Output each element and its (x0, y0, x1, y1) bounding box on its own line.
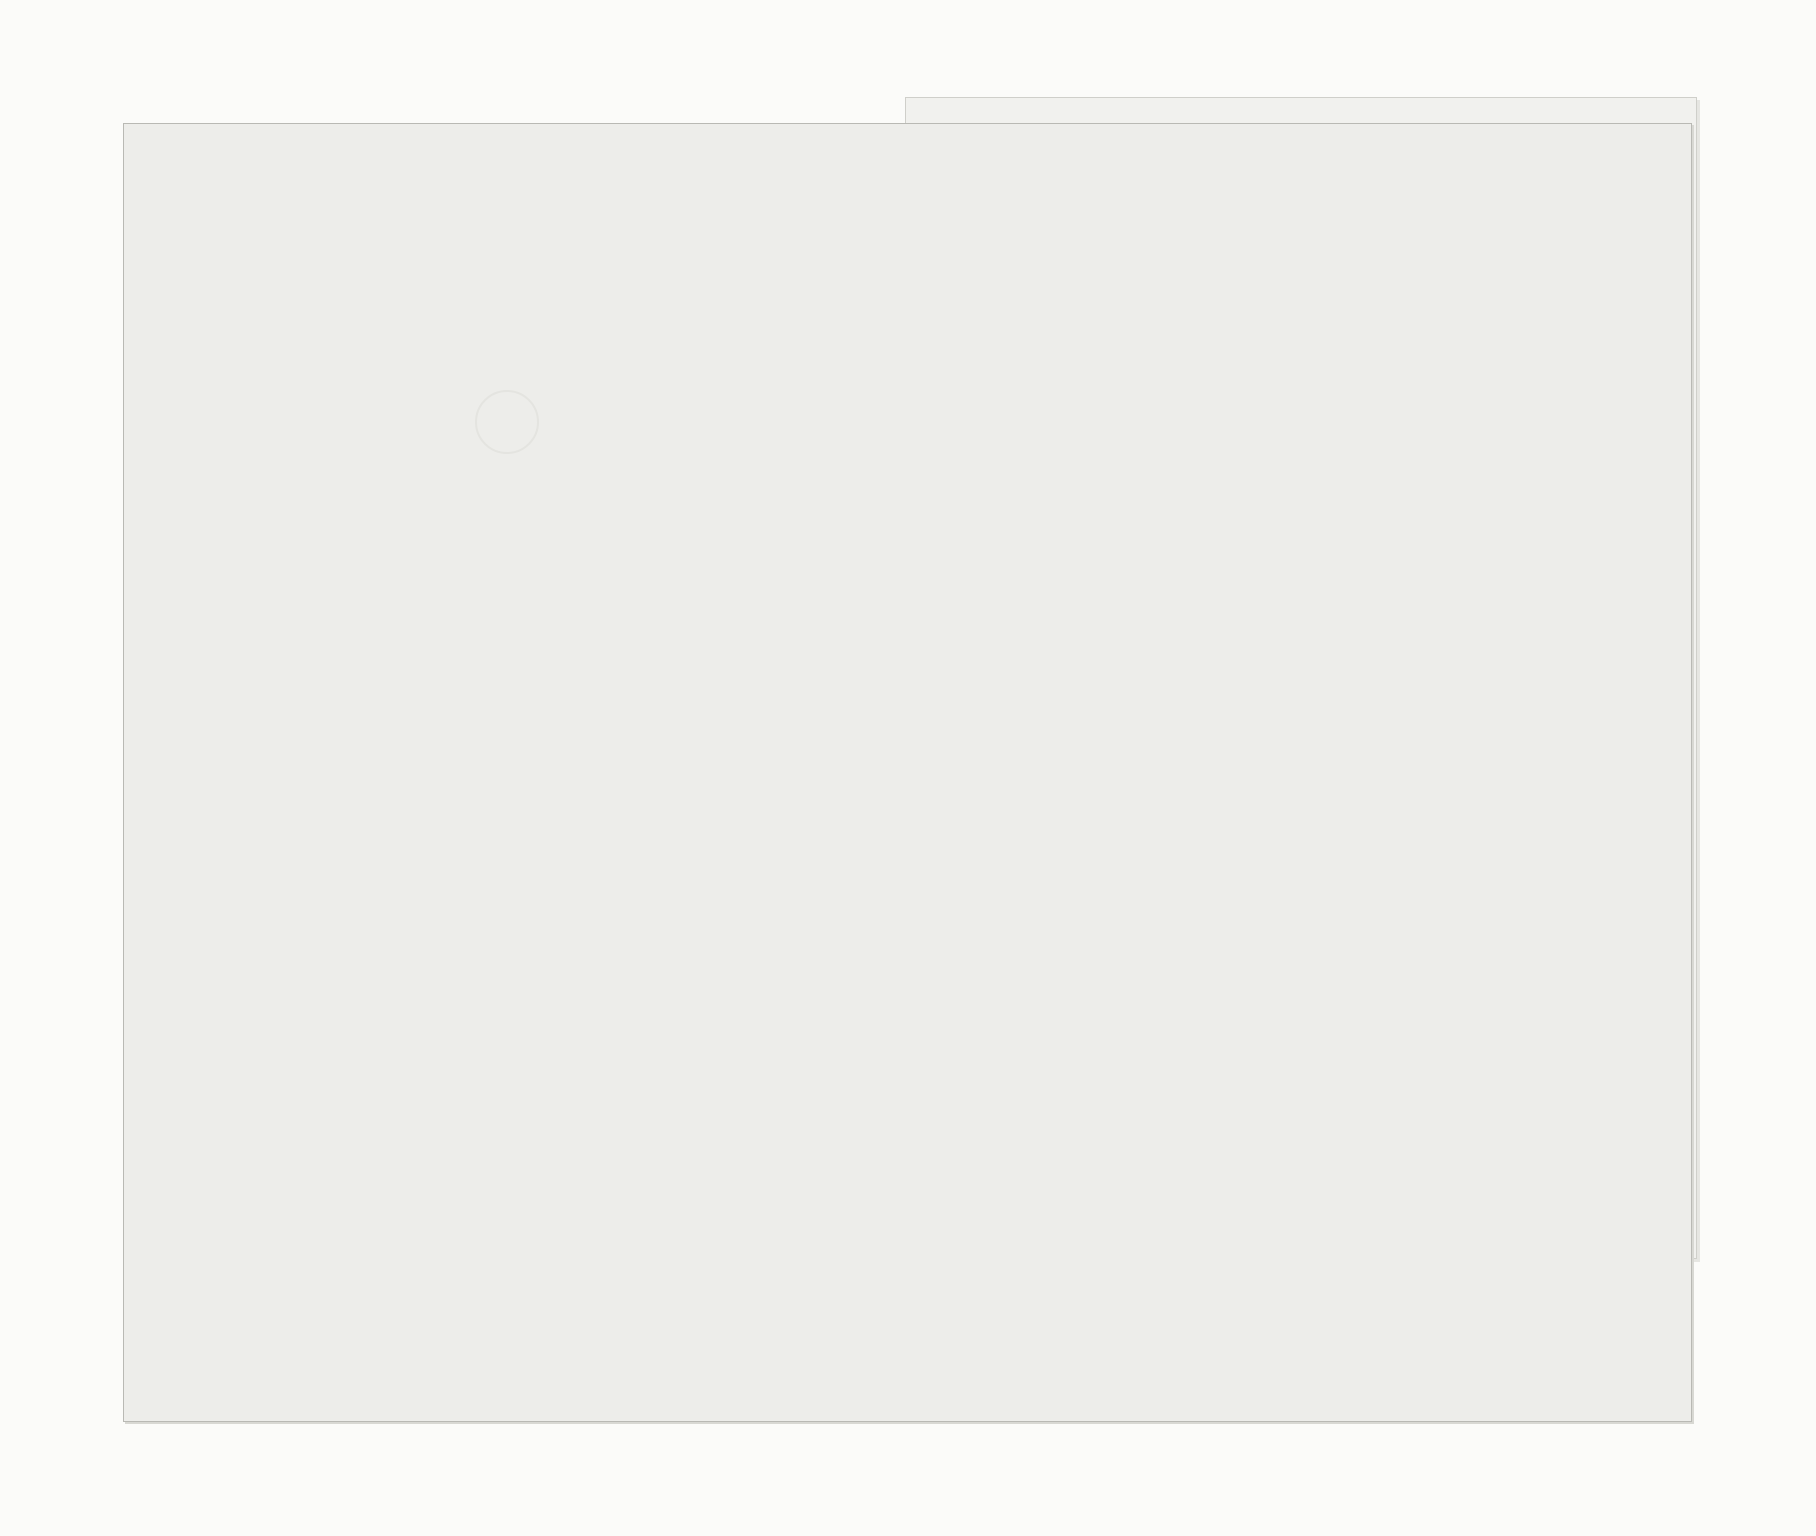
header-sex-female (734, 300, 754, 370)
faint-stamp (475, 390, 539, 454)
header-sex-male (712, 300, 732, 370)
